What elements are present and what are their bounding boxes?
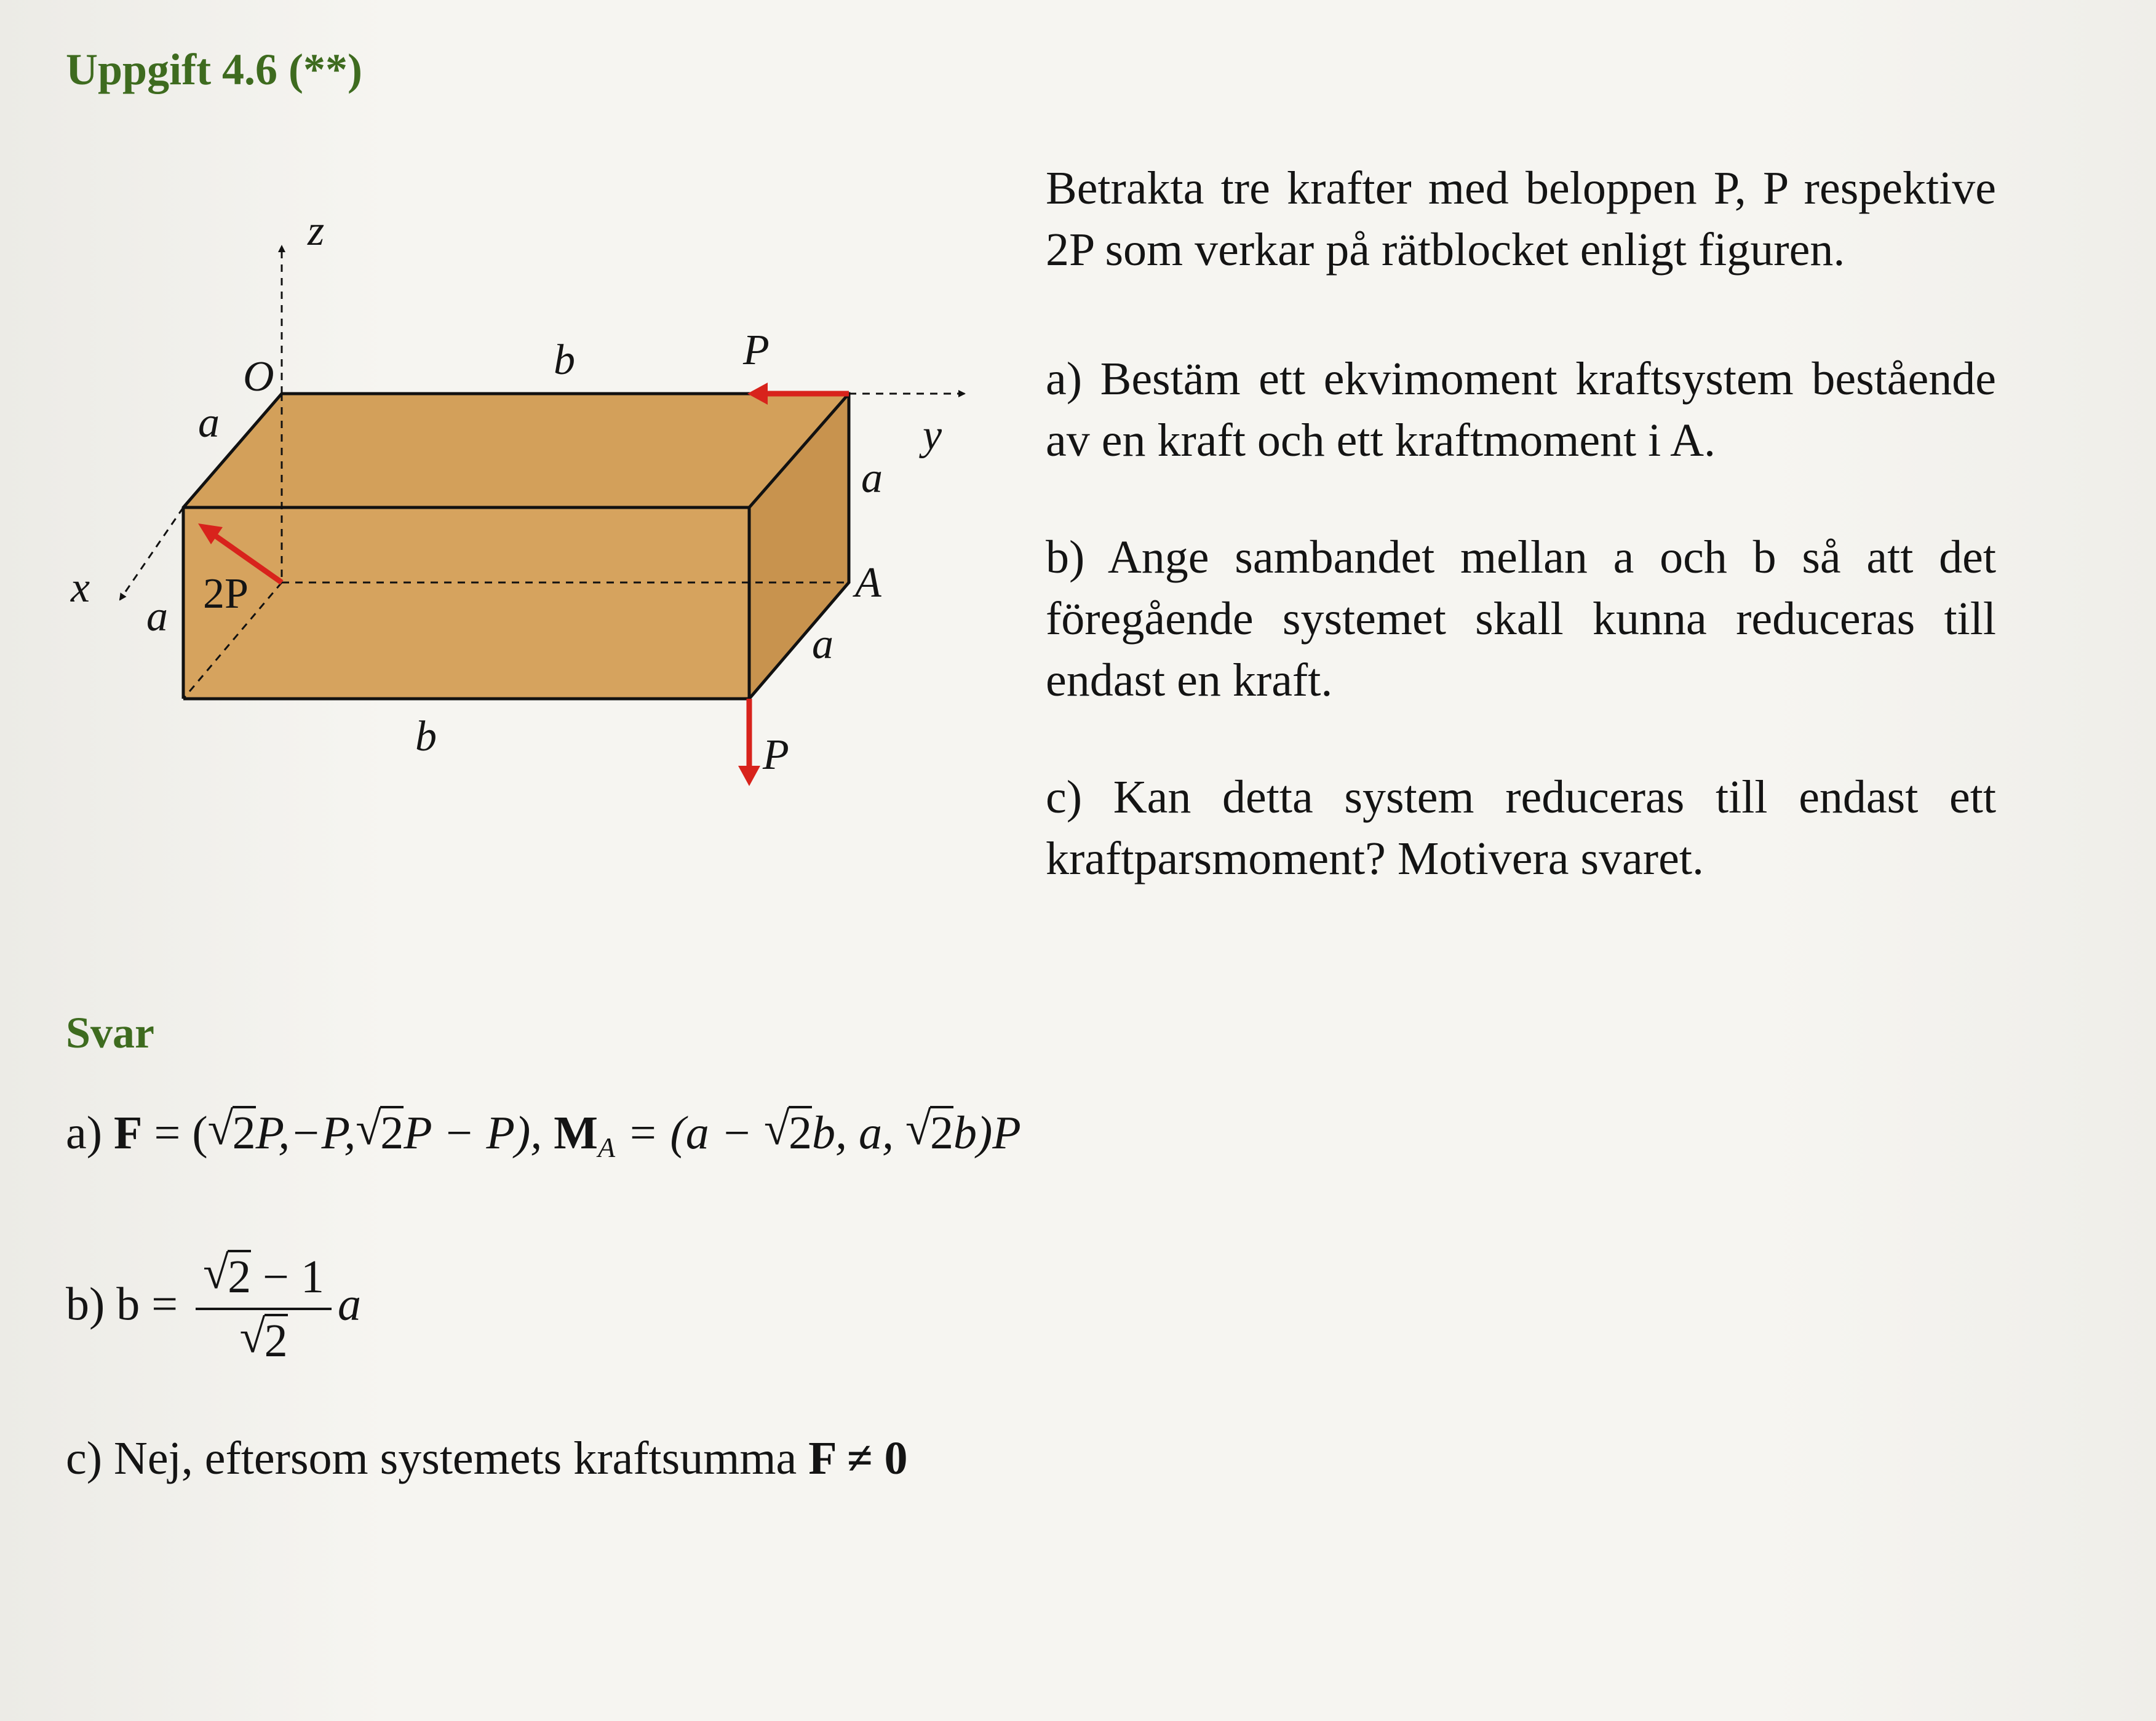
answer-b-num-tail: − 1	[251, 1251, 325, 1303]
answer-a-moment-sub: A	[598, 1132, 616, 1163]
sqrt-1: √ 2	[208, 1106, 256, 1160]
label-a-right: a	[861, 455, 883, 502]
problem-part-c: c) Kan detta system reduceras till endast ett kraftparsmoment? Motivera svaret.	[1046, 771, 1996, 884]
problem-intro: Betrakta tre krafter med beloppen P, P respektive 2P som verkar på rätblocket enligt figuren.	[1046, 162, 1996, 276]
answer-c	[66, 1432, 908, 1485]
label-a-top-left: a	[198, 399, 220, 447]
answer-a-term2: P − P),	[404, 1107, 554, 1159]
block-top-face	[183, 394, 849, 507]
block-diagram	[55, 203, 1015, 793]
answer-a-prefix: a)	[66, 1107, 114, 1159]
block-figure	[55, 203, 1015, 793]
label-a-left: a	[146, 593, 168, 640]
label-force-left: 2P	[203, 570, 249, 618]
problem-text	[1046, 157, 1996, 945]
problem-heading: Uppgift 4.6 (**)	[66, 45, 362, 94]
answer-a-term3: b, a,	[812, 1107, 906, 1159]
answer-c-text: c) Nej, eftersom systemets kraftsumma	[66, 1433, 809, 1484]
force-bottom-arrowhead	[738, 766, 760, 786]
answer-b-fraction	[196, 1250, 332, 1368]
sqrt-3: √ 2	[764, 1106, 812, 1160]
sqrt-4: √ 2	[905, 1106, 953, 1160]
answer-a-force-symbol: F	[114, 1107, 143, 1159]
sqrt-6: √ 2	[240, 1314, 288, 1368]
answer-a-term1: P,−P,	[255, 1107, 356, 1159]
label-b-top: b	[554, 336, 575, 384]
problem-part-a: a) Bestäm ett ekvimoment kraftsystem bestående av en kraft och ett kraftmoment i A.	[1046, 353, 1996, 466]
answer-a-moment-symbol: M	[554, 1107, 599, 1159]
answer-a-eq1: = (	[142, 1107, 208, 1159]
label-x: x	[71, 564, 90, 611]
label-a-bottom-right: a	[812, 621, 833, 668]
answer-b-prefix: b) b =	[66, 1278, 190, 1330]
answer-c-math: F ≠ 0	[808, 1433, 908, 1484]
label-force-top: P	[743, 327, 770, 374]
answer-a-term4: b)P	[953, 1107, 1021, 1159]
answer-a	[66, 1106, 1021, 1164]
answer-a-eq2: = (a −	[615, 1107, 765, 1159]
label-point-a: A	[855, 559, 881, 606]
label-y: y	[923, 411, 942, 459]
problem-part-b: b) Ange sambandet mellan a och b så att det föregående systemet skall kunna reduceras till endast en kraft.	[1046, 531, 1996, 706]
answer-b	[66, 1250, 361, 1368]
label-z: z	[308, 207, 325, 255]
label-b-bottom: b	[415, 713, 437, 760]
label-origin: O	[243, 353, 274, 400]
x-axis	[120, 507, 183, 600]
answer-b-tail: a	[338, 1278, 362, 1330]
answer-heading: Svar	[66, 1008, 154, 1057]
sqrt-5: √ 2	[203, 1250, 251, 1304]
label-force-bottom: P	[763, 731, 789, 779]
block-front-face	[183, 507, 749, 699]
sqrt-2: √ 2	[356, 1106, 404, 1160]
